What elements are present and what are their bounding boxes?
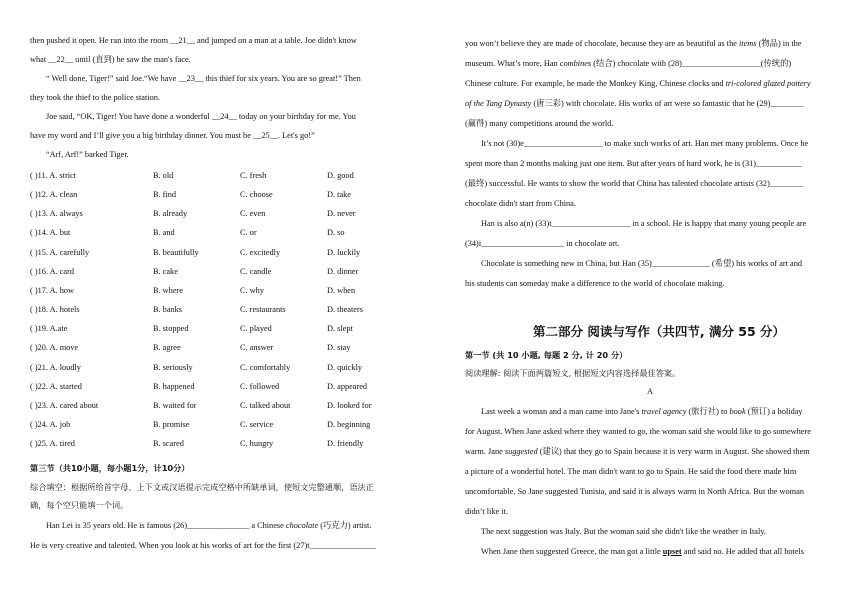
story-line-1: then pushed it open. He ran into the room __21__ and jumped on a man at a table. Joe didn't know: [30, 36, 357, 45]
option-choice: B. banks: [153, 305, 183, 314]
option-choice: B. happened: [153, 381, 195, 391]
option-choice: D. stay: [327, 343, 351, 353]
option-choice: B. stopped: [153, 324, 189, 334]
section1-title: 第一节 (共 10 小题, 每题 2 分, 计 20 分）: [465, 350, 628, 360]
option-question: ( )13. A. always: [30, 209, 83, 219]
option-choice: B. find: [153, 190, 177, 200]
option-choice: B. beautifully: [153, 247, 199, 257]
passage-a-line-8: When Jane then suggested Greece, the man got a little upset and said no. He added that all hotels: [481, 547, 805, 556]
option-question: ( )18. A. hotels: [30, 305, 80, 314]
right-line-4: of the Tang Dynasty (唐三彩) with chocolate. His works of art were so fantastic that he (29)________: [465, 99, 804, 108]
right-line-8: (最终) successful. He wants to show the world that China has talented chocolate artists (32)________: [465, 179, 804, 188]
option-choice: B. old: [153, 171, 174, 180]
option-choice: B. and: [153, 228, 175, 238]
option-choice: D. theaters: [327, 305, 363, 314]
option-choice: B. agree: [153, 343, 181, 353]
right-line-1: you won’t believe they are made of chocolate, because they are as beautiful as the items (物品) in the: [465, 39, 802, 48]
passage-a-line-3: warm. Jane suggested (建议) that they go to Spain because it is very warm in August. She showed them: [465, 447, 810, 456]
han-paragraph-line-2: He is very creative and talented. When you look at his works of art for the first (27)t________________: [30, 541, 376, 550]
option-choice: C. even: [240, 209, 266, 219]
right-line-13: his students can someday make a difference to the world of chocolate making.: [465, 279, 725, 288]
han-paragraph-line-1: Han Lei is 35 years old. He is famous (26)_______________ a Chinese chocolate (巧克力) artist.: [46, 521, 372, 530]
option-question: ( )25. A. tired: [30, 439, 75, 449]
option-choice: C. hungry: [240, 439, 274, 449]
option-choice: C. comfortably: [240, 362, 291, 372]
option-choice: D. luckily: [327, 247, 361, 257]
option-choice: C. choose: [240, 190, 273, 200]
passage-a-line-6: didn’t like it.: [465, 507, 508, 516]
passage-a-line-5: uncomfortable. So Jane suggested Tunisia, and said it is always warm in North Africa. But the woman: [465, 487, 804, 496]
option-question: ( )16. A. card: [30, 266, 75, 276]
option-choice: D. beginning: [327, 419, 371, 429]
option-question: ( )21. A. loudly: [30, 362, 81, 372]
story-line-5: Joe said, “OK, Tiger! You have done a wonderful __24__ today on your birthday for me. You: [46, 112, 356, 121]
story-line-2: what __22__ until (直到) he saw the man's face.: [30, 55, 191, 64]
right-line-5: (赢得) many competitions around the world.: [465, 119, 614, 128]
option-choice: B. where: [153, 285, 183, 295]
option-choice: D. never: [327, 209, 356, 219]
passage-a-line-4: a picture of a wonderful hotel. The man didn't want to go to Spain. He said the food there made him: [465, 467, 797, 476]
passage-a-line-7: The next suggestion was Italy. But the woman said she didn't like the weather in Italy.: [481, 527, 766, 536]
passage-a-line-2: for August. When Jane asked where they wanted to go, the woman said she would like to go somewhere: [465, 427, 811, 436]
option-choice: C. why: [240, 285, 264, 295]
right-line-12: Chocolate is something new in China, but Han (35)______________ (希望) his works of art and: [481, 259, 802, 268]
option-question: ( )12. A. clean: [30, 190, 78, 200]
option-choice: D. when: [327, 285, 356, 295]
option-question: ( )24. A. job: [30, 419, 71, 429]
option-question: ( )15. A. carefully: [30, 247, 90, 257]
option-choice: B. waited for: [153, 400, 197, 410]
passage-a-line-1: Last week a woman and a man came into Jane's travel agency (旅行社) to book (预订) a holiday: [481, 407, 803, 416]
right-line-6: It’s not (30)e___________________ to make such works of art. Han met many problems. Once he: [481, 139, 809, 148]
passage-letter: A: [647, 387, 653, 396]
option-choice: B. already: [153, 209, 188, 219]
option-question: ( )19. A.ate: [30, 324, 68, 334]
option-choice: C. or: [240, 228, 257, 238]
option-choice: C. answer: [240, 343, 274, 353]
option-choice: B. cake: [153, 266, 178, 276]
section3-instructions-2: 确，每个空只能填一个词。: [30, 500, 129, 510]
option-choice: C. fresh: [240, 171, 267, 180]
option-choice: D. friendly: [327, 439, 364, 449]
option-choice: C. talked about: [240, 400, 291, 410]
option-choice: C. candle: [240, 266, 272, 276]
option-question: ( )11. A. strict: [30, 171, 77, 180]
option-choice: B. scared: [153, 439, 184, 449]
option-question: ( )22. A. started: [30, 381, 82, 391]
option-choice: C. followed: [240, 381, 280, 391]
option-choice: D. appeared: [327, 381, 368, 391]
right-line-2: museum. What’s more, Han combines (结合) chocolate with (28)___________________(传统的): [465, 59, 792, 68]
option-choice: C. played: [240, 324, 272, 334]
option-choice: D. take: [327, 190, 351, 200]
option-question: ( )23. A. cared about: [30, 400, 99, 410]
option-question: ( )14. A. but: [30, 228, 71, 238]
section3-instructions-1: 综合填空：根据所给首字母、上下文或汉语提示完成空格中所缺单词，使短文完整通顺，语法正: [30, 482, 374, 492]
story-line-7: “Arf, Arf!” barked Tiger.: [46, 150, 129, 159]
option-choice: D. looked for: [327, 400, 372, 410]
right-line-11: (34)i____________________ in chocolate art.: [465, 239, 620, 248]
option-question: ( )17. A. how: [30, 285, 75, 295]
option-choice: D. good: [327, 171, 354, 180]
option-choice: D. dinner: [327, 266, 359, 276]
story-line-6: have my word and I’ll give you a big birthday dinner. You must be __25__. Let's go!”: [30, 131, 315, 140]
option-choice: D. quickly: [327, 362, 363, 372]
option-choice: D. slept: [327, 324, 353, 334]
section1-instructions: 阅读理解: 阅读下面两篇短文, 根据短文内容选择最佳答案。: [465, 368, 681, 378]
option-question: ( )20. A. move: [30, 343, 79, 353]
part2-title: 第二部分 阅读与写作（共四节, 满分 55 分）: [533, 324, 786, 339]
story-line-4: they took the thief to the police station.: [30, 93, 160, 102]
option-choice: C. excitedly: [240, 247, 281, 257]
section3-title: 第三节（共10小题，每小题1分，计10分）: [30, 463, 190, 473]
story-line-3: “ Well done, Tiger!” said Joe.“We have __23__ this thief for six years. You are so great!” Then: [46, 74, 361, 83]
option-choice: D. so: [327, 228, 345, 238]
option-choice: B. promise: [153, 419, 190, 429]
option-choice: C. service: [240, 419, 274, 429]
right-line-9: chocolate didn't start from China.: [465, 199, 576, 208]
right-line-3: Chinese culture. For example, he made the Monkey King, Chinese clocks and tri-colored glazed pottery: [465, 79, 811, 88]
right-line-10: Han is also a(n) (33)t___________________ in a school. He is happy that many young people are: [481, 219, 807, 228]
right-line-7: spent more than 2 months making just one item. But after years of hard work, he is (31)___________: [465, 159, 802, 168]
option-choice: C. restaurants: [240, 305, 286, 314]
option-choice: B. seriously: [153, 362, 193, 372]
